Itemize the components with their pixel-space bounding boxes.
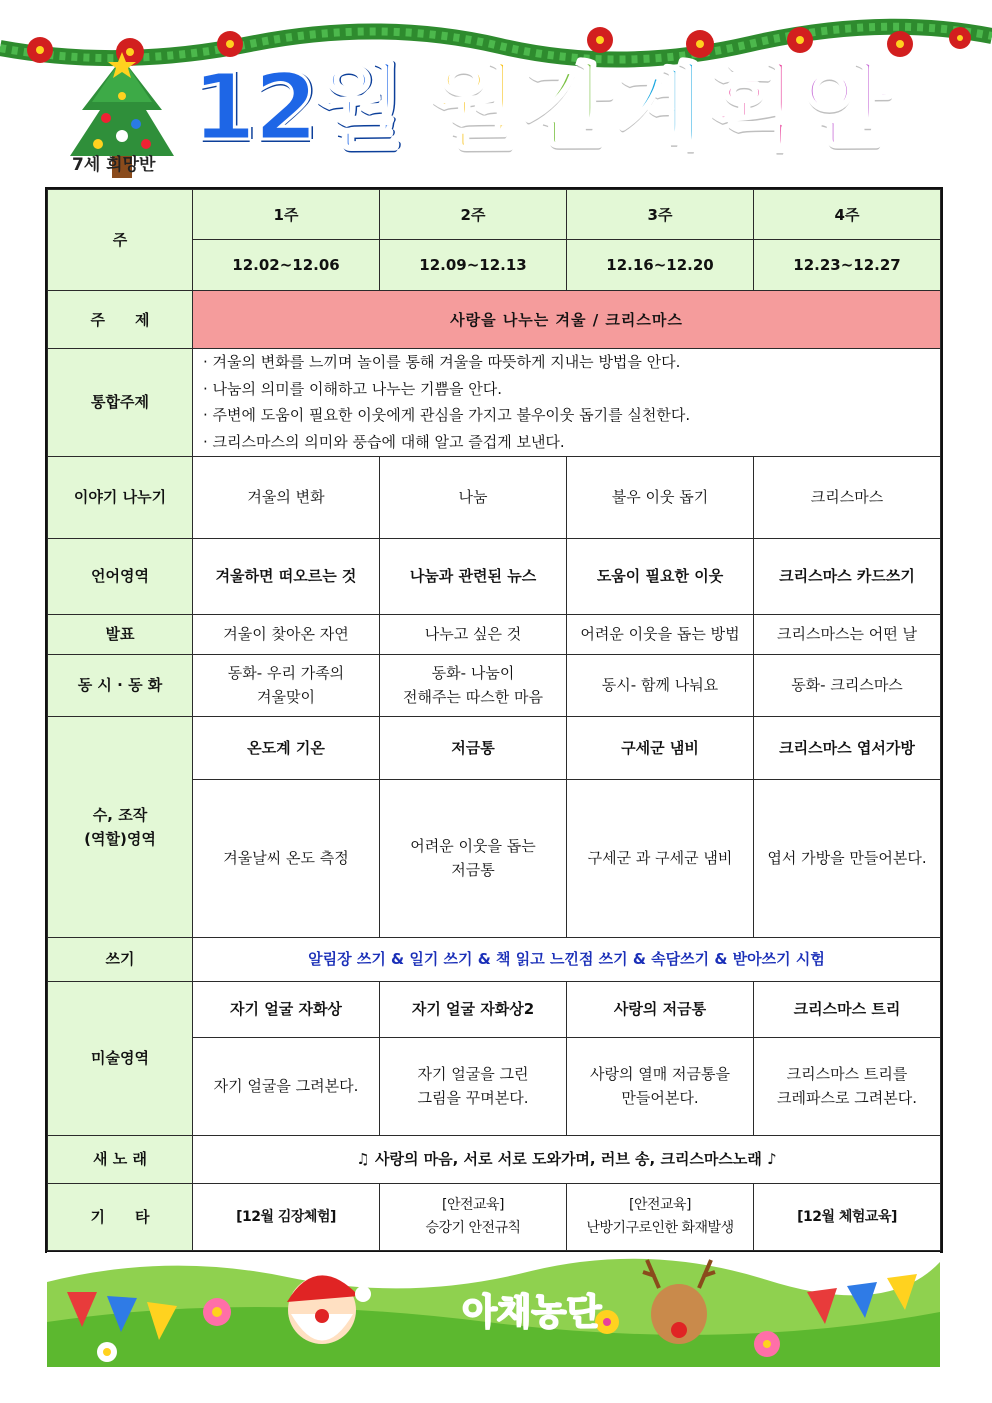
week-dates: 12.23~12.27 (754, 240, 941, 291)
math-desc-line: 어려운 이웃을 돕는 (410, 837, 536, 856)
talk-cell: 크리스마스 (754, 456, 941, 538)
math-title: 크리스마스 엽서가방 (754, 716, 941, 779)
week-dates: 12.02~12.06 (193, 240, 380, 291)
math-title: 저금통 (380, 716, 567, 779)
language-cell: 겨울하면 떠오르는 것 (193, 538, 380, 614)
talk-cell: 불우 이웃 돕기 (567, 456, 754, 538)
writing-label: 쓰기 (48, 937, 193, 981)
week-dates: 12.09~12.13 (380, 240, 567, 291)
art-title: 자기 얼굴 자화상 (193, 981, 380, 1037)
etc-line: [안전교육] (441, 1197, 505, 1214)
week-dates: 12.16~12.20 (567, 240, 754, 291)
week-header: 4주 (754, 190, 941, 240)
poem-label: 동 시 · 동 화 (48, 654, 193, 716)
math-desc-line: 엽서 가방을 만들어본다. (767, 849, 927, 868)
etc-label: 기 타 (48, 1183, 193, 1250)
theme-label: 주 제 (48, 291, 193, 349)
footer-illustration (47, 1252, 940, 1367)
math-desc (380, 779, 567, 937)
art-desc (380, 1037, 567, 1135)
song-label: 새 노 래 (48, 1135, 193, 1183)
art-desc-line: 사랑의 열매 저금통을 (590, 1065, 730, 1084)
math-label-line: 수, 조작 (92, 805, 148, 824)
title-month: 12월 (192, 54, 403, 161)
etc-line: [안전교육] (628, 1197, 692, 1214)
week-label: 주 (48, 190, 193, 291)
poem-line: 동시- 함께 나눠요 (601, 676, 719, 695)
etc-cell (193, 1183, 380, 1250)
talk-label: 이야기 나누기 (48, 456, 193, 538)
etc-line: 승강기 안전규칙 (425, 1219, 521, 1236)
poem-line: 동화- 나눔이 (431, 664, 515, 683)
art-title: 사랑의 저금통 (567, 981, 754, 1037)
poem-cell (193, 654, 380, 716)
art-desc-line: 크리스마스 트리를 (786, 1065, 908, 1084)
etc-line: 난방기구로인한 화재발생 (586, 1219, 734, 1236)
etc-line: [12월 김장체험] (236, 1208, 336, 1225)
poem-line: 전해주는 따스한 마음 (403, 688, 543, 707)
etc-cell (380, 1183, 567, 1250)
art-desc-line: 크레파스로 그려본다. (777, 1089, 917, 1108)
theme-value: 사랑을 나누는 겨울 / 크리스마스 (193, 291, 941, 349)
presentation-cell: 어려운 이웃을 돕는 방법 (567, 614, 754, 654)
art-title: 크리스마스 트리 (754, 981, 941, 1037)
language-cell: 크리스마스 카드쓰기 (754, 538, 941, 614)
math-title: 온도계 기온 (193, 716, 380, 779)
poem-cell (380, 654, 567, 716)
art-desc (754, 1037, 941, 1135)
math-desc-line: 겨울날씨 온도 측정 (223, 849, 349, 868)
math-desc (193, 779, 380, 937)
art-desc-line: 그림을 꾸며본다. (417, 1089, 529, 1108)
poem-cell (754, 654, 941, 716)
title-char: 간 (523, 54, 611, 161)
talk-cell: 겨울의 변화 (193, 456, 380, 538)
presentation-cell: 크리스마스는 어떤 날 (754, 614, 941, 654)
goal-item: · 겨울의 변화를 느끼며 놀이를 통해 겨울을 따뜻하게 지내는 방법을 안다. (203, 353, 681, 371)
math-desc (567, 779, 754, 937)
poem-line: 겨울맞이 (257, 688, 315, 707)
art-desc-line: 만들어본다. (621, 1089, 699, 1108)
presentation-cell: 나누고 싶은 것 (380, 614, 567, 654)
goal-item: · 크리스마스의 의미와 풍습에 대해 알고 즐겁게 보낸다. (203, 433, 565, 452)
title-char: 월 (430, 54, 518, 161)
talk-cell: 나눔 (380, 456, 567, 538)
art-desc (193, 1037, 380, 1135)
art-label: 미술영역 (48, 981, 193, 1135)
goal-item: · 나눔의 의미를 이해하고 나누는 기쁨을 안다. (203, 379, 502, 398)
song-value: ♫ 사랑의 마음, 서로 서로 도와가며, 러브 송, 크리스마스노래 ♪ (193, 1135, 941, 1183)
etc-cell (754, 1183, 941, 1250)
math-desc (754, 779, 941, 937)
language-cell: 도움이 필요한 이웃 (567, 538, 754, 614)
math-label-line: (역할)영역 (84, 829, 156, 848)
poem-cell (567, 654, 754, 716)
goals-label: 통합주제 (48, 349, 193, 457)
goal-item: · 주변에 도움이 필요한 이웃에게 관심을 가지고 불우이웃 돕기를 실천한다. (203, 406, 691, 425)
goals-list (193, 349, 941, 457)
week-header: 1주 (193, 190, 380, 240)
page-title (192, 20, 895, 180)
week-header: 3주 (567, 190, 754, 240)
title-char: 계 (616, 54, 704, 161)
etc-cell (567, 1183, 754, 1250)
title-char: 안 (802, 54, 890, 161)
poem-line: 동화- 우리 가족의 (227, 664, 345, 683)
presentation-label: 발표 (48, 614, 193, 654)
title-char: 획 (709, 54, 797, 161)
etc-line: [12월 체험교육] (797, 1208, 897, 1225)
language-label: 언어영역 (48, 538, 193, 614)
writing-value: 알림장 쓰기 & 일기 쓰기 & 책 읽고 느낀점 쓰기 & 속담쓰기 & 받아쓰기 시험 (193, 937, 941, 981)
language-cell: 나눔과 관련된 뉴스 (380, 538, 567, 614)
monthly-plan-table (47, 189, 941, 1251)
footer-logo: 아채농단 (462, 1292, 602, 1333)
poem-line: 동화- 크리스마스 (791, 676, 903, 695)
math-desc-line: 저금통 (451, 861, 495, 880)
art-desc-line: 자기 얼굴을 그려본다. (213, 1077, 359, 1096)
class-name: 7세 희망반 (72, 155, 156, 175)
art-title: 자기 얼굴 자화상2 (380, 981, 567, 1037)
week-header: 2주 (380, 190, 567, 240)
math-title: 구세군 냄비 (567, 716, 754, 779)
math-label (48, 716, 193, 937)
math-desc-line: 구세군 과 구세군 냄비 (587, 849, 733, 868)
art-desc-line: 자기 얼굴을 그린 (417, 1065, 529, 1084)
presentation-cell: 겨울이 찾아온 자연 (193, 614, 380, 654)
art-desc (567, 1037, 754, 1135)
